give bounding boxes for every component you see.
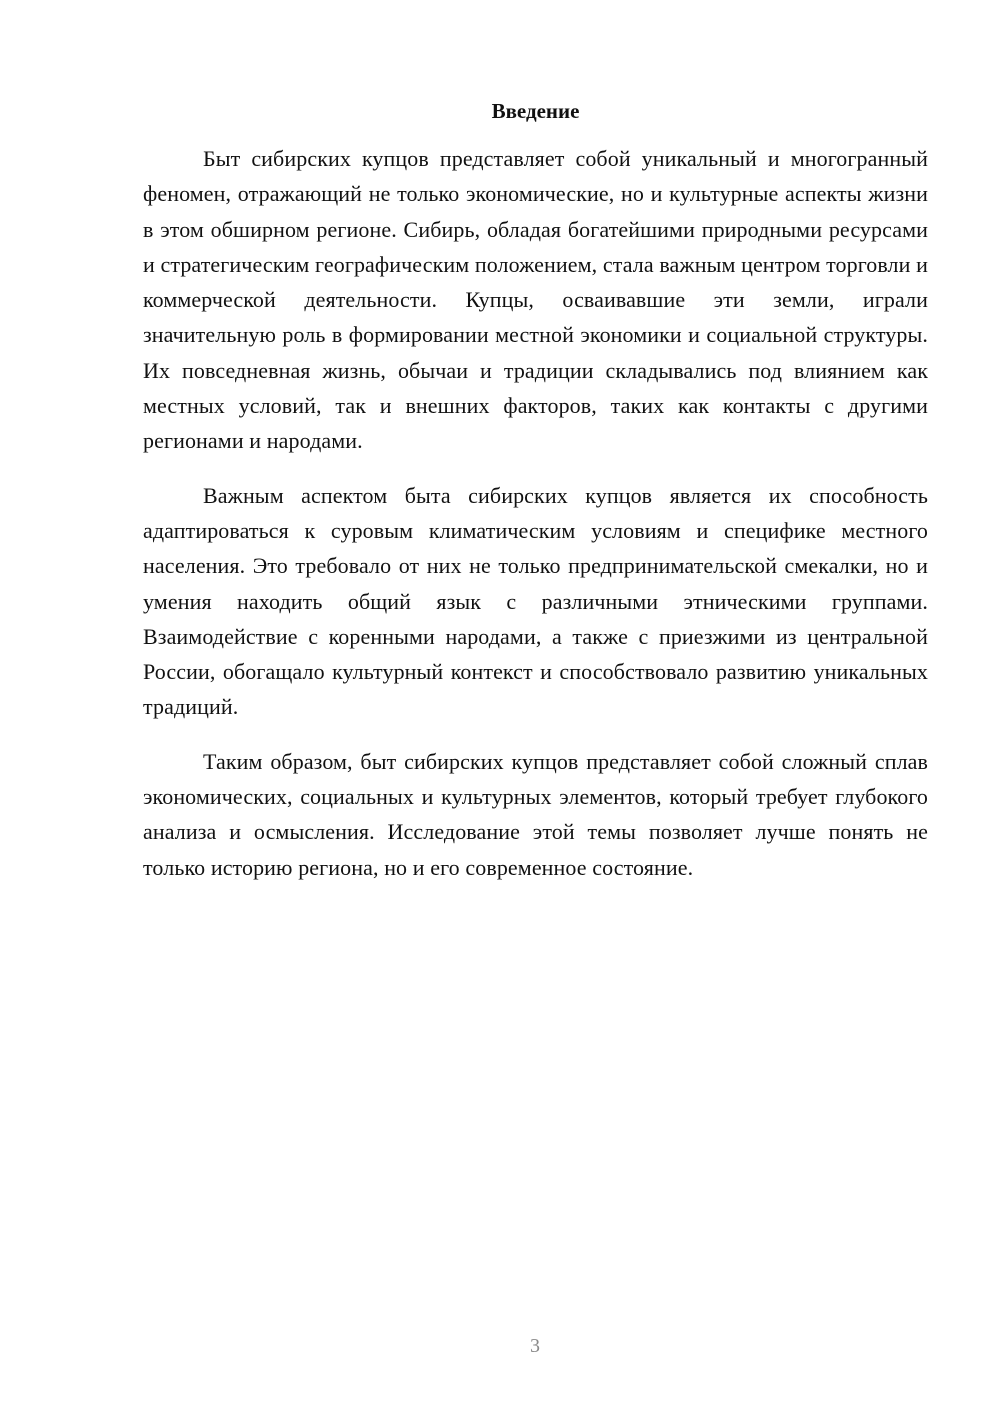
page-title: Введение	[491, 99, 580, 123]
page-number: 3	[530, 1335, 540, 1357]
paragraph-3: Таким образом, быт сибирских купцов представляет собой сложный сплав экономических, социальных и культурных элементов, который требует глубокого анализа и осмысления. Исследование этой темы позволяет лучше понять не только историю региона, но и его современное состояние.	[143, 748, 928, 880]
paragraph-1: Быт сибирских купцов представляет собой уникальный и многогранный феномен, отражающий не только экономические, но и культурные аспекты жизни в этом обширном регионе. Сибирь, обладая богатейшими природными ресурсами и стратегическим географическим положением, стала важным центром торговли и коммерческой деятельности. Купцы, осваивавшие эти земли, играли значительную роль в формировании местной экономики и социальной структуры. Их повседневная жизнь, обычаи и традиции складывались под влиянием как местных условий, так и внешних факторов, таких как контакты с другими регионами и народами.	[143, 146, 928, 454]
page-content	[143, 96, 928, 885]
paragraph-2: Важным аспектом быта сибирских купцов является их способность адаптироваться к суровым климатическим условиям и специфике местного населения. Это требовало от них не только предпринимательской смекалки, но и умения находить общий язык с различными этническими группами. Взаимодействие с коренными народами, а также с приезжими из центральной России, обогащало культурный контекст и способствовало развитию уникальных традиций.	[143, 482, 928, 720]
